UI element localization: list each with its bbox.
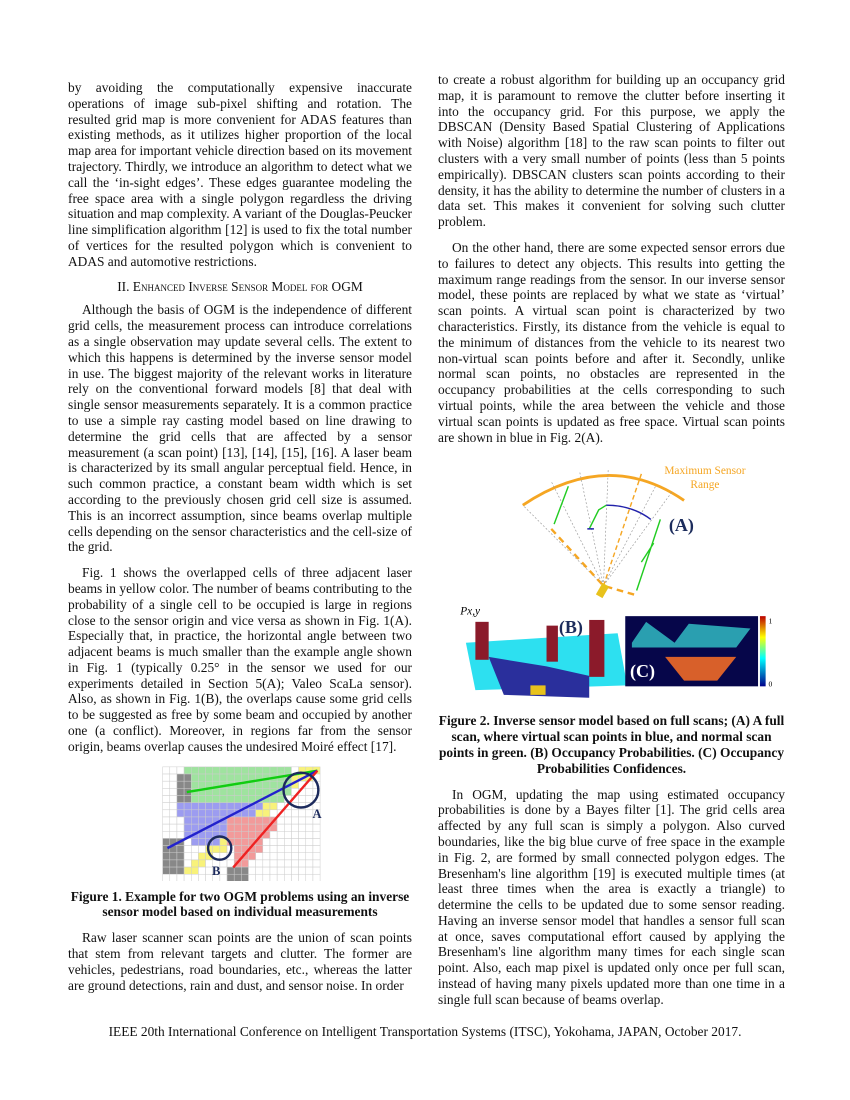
footer: IEEE 20th International Conference on Intelligent Transportation Systems (ITSC), Yokohama, JAPAN, October 2017. xyxy=(108,1024,742,1039)
paragraph: Fig. 1 shows the overlapped cells of three adjacent laser beams in yellow color. The number of beams contributing to the probability of a single cell to be occupied is large in regions close to the sensor origin and vice versa as shown in Fig. 1(A). Especially that, in practice, the horizontal angle between two adjacent beams is much smaller than the example angle shown in Fig. 1 (typically 0.25° in the sensor we used for our experiments detailed in Section 5(A); Valeo ScaLa sensor). Also, as shown in Fig. 1(B), the overlaps cause some grid cells to be suggested as free by some beam and occupied by another one (a conflict). Moreover, in regions far from the sensor origin, beams overlap causes the undesired Moiré effect [17]. xyxy=(68,565,412,754)
paragraph: In OGM, updating the map using estimated occupancy probabilities is done by a Bayes filter [1]. The grid cells area affected by any full scan is simply a polygon. Also curved boundaries, like the big blue curve of free space in the example in Fig. 2, are formed by small connected polygon edges. The Bresenham's line algorithm [19] is executed multiple times (at least three times when the area is exactly a triangle) to determine the cells to be updated due to some sensor reading. Having an inverse sensor model that handles a sensor full scan at once, saves computational effort caused by applying the Bresenham's line algorithm many times for each single scan point. Also, each map pixel is updated only once per full scan, instead of having many pixels updated more than one time in a single full scan because of beams overlap. xyxy=(438,786,785,1007)
ogm-grid-figure xyxy=(157,763,323,881)
inverse-sensor-model-figure xyxy=(438,453,785,711)
paragraph: Although the basis of OGM is the independence of different grid cells, the measurement process can introduce correlations as a single observation may update several cells. The extent to which this happens is determined by the inverse sensor model in use. The biggest majority of the relevant works in literature rely on the conventional forward models [8] that deal with single sensor measurements separately. It is a common practice to use a simple ray casting model based on line drawing to determine the grid cells that are affected by a sensor measurement (a scan point) [13], [14], [15], [16]. A laser beam is characterized by its small angular perceptual field. Hence, in such common practice, a constant beam width which is set according to the previously chosen grid cell size is assumed. This is an incorrect assumption, since beams overlap multiple cells depending on the sensor characteristics and the cell-size of the grid. xyxy=(68,302,412,555)
label-b: (B) xyxy=(558,617,583,638)
label-c: (C) xyxy=(629,661,656,682)
figure-2-caption: Figure 2. Inverse sensor model based on full scans; (A) A full scan, where virtual scan points in blue, and normal scan points in green. (B) Occupancy Probabilities. (C) Occupancy Probabilities Confidences. xyxy=(438,713,785,776)
occupancy-probabilities-plot xyxy=(466,617,627,698)
figure-1 xyxy=(68,763,412,921)
paragraph: by avoiding the computationally expensive inaccurate operations of image sub-pixel shifting and rotation. The resulted grid map is more convenient for ADAS features than existing methods, as it utilizes higher proportion of the local map area for important vehicle direction based on its movement trajectory. Thirdly, we introduce an algorithm to detect what we call the ‘in-sight edges’. These edges guarantee modeling the free space area with a single polygon regardless the driving situation and map complexity. A variant of the Douglas-Peucker line simplification algorithm [12] is used to fix the total number of vertices for the resulted polygon which is convenient to ADAS and automotive restrictions. xyxy=(68,80,412,269)
paragraph: to create a robust algorithm for building up an occupancy grid map, it is paramount to remove the clutter before inserting it into the occupancy grid. For this purpose, we apply the DBSCAN (Density Based Spatial Clustering of Applications with Noise) algorithm [18] to the raw scan points to filter out clusters with a very small number of points (less than 5 points empirically). DBSCAN clusters scan points according to their density, it has the ability to determine the number of clusters in a data set. This makes it convenient for solving such clutter problem. xyxy=(438,72,785,230)
label-b: B xyxy=(211,863,221,878)
section-heading: II. Enhanced Inverse Sensor Model for OGM xyxy=(117,278,363,294)
normal-scan-points xyxy=(554,487,606,530)
figure-1-caption: Figure 1. Example for two OGM problems using an inverse sensor model based on individual measurements xyxy=(70,888,410,920)
right-column xyxy=(438,72,785,1008)
label-a: A xyxy=(312,806,322,821)
colorbar-min: 0 xyxy=(768,679,773,689)
virtual-scan-points xyxy=(587,505,651,529)
range-label: Range xyxy=(690,479,720,492)
range-label: Maximum Sensor xyxy=(664,465,746,478)
paragraph: Raw laser scanner scan points are the union of scan points that stem from relevant targets and clutter. The former are vehicles, pedestrians, road boundaries, etc., whereas the latter are ground detections, rain and dust, and sensor noise. In order xyxy=(68,930,412,993)
max-range-arc xyxy=(523,476,684,506)
label-a: (A) xyxy=(668,515,694,536)
vehicle-icon xyxy=(530,686,545,695)
axis-label: Px,y xyxy=(460,605,481,618)
vehicle-icon xyxy=(596,583,609,598)
colorbar-max: 1 xyxy=(768,617,773,627)
figure-2 xyxy=(438,453,785,711)
left-column xyxy=(68,80,412,993)
paragraph: On the other hand, there are some expected sensor errors due to failures to detect any objects. This results into getting the maximum range readings from the sensor. In our inverse sensor model, these points are replaced by what we state as ‘virtual’ scan points. A virtual scan point is characterized by two characteristics. Firstly, its distance from the vehicle is equal to the minimum of distances from the vehicle to its nearest two non-virtual scan points before and after it. Secondly, unlike normal scan points, no obstacles are represented in the occupancy probabilities at the cells corresponding to such virtual points, while the area between the vehicle and those virtual scan points is updated as free space. Virtual scan points are shown in blue in Fig. 2(A). xyxy=(438,239,785,445)
